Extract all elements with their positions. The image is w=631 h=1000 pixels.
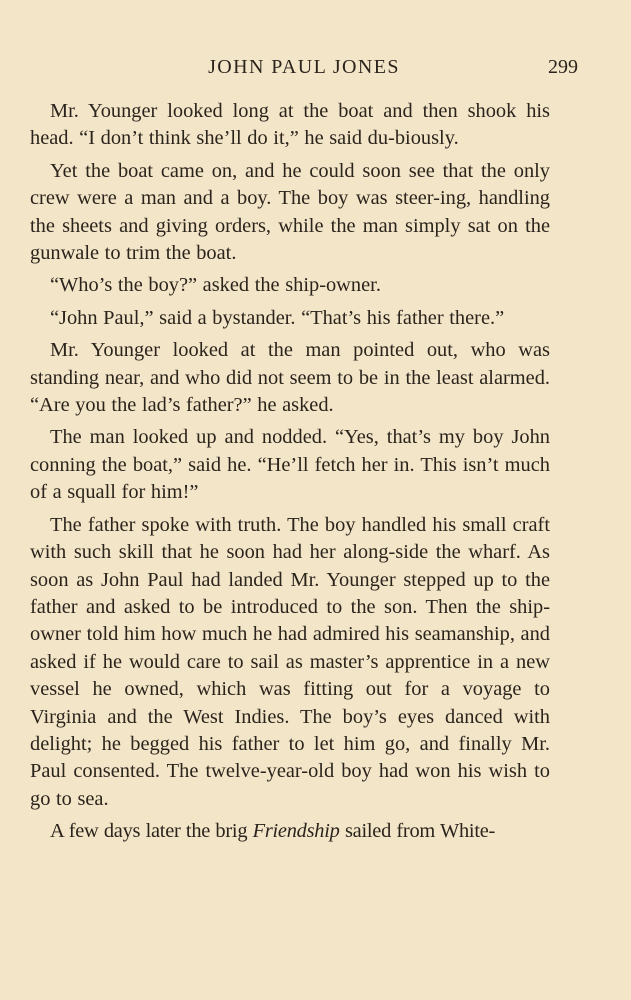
page-number: 299 [548,56,578,78]
paragraph-8-start: A few days later the brig [50,820,253,843]
paragraph-5: Mr. Younger looked at the man pointed out, who was standing near, and who did not seem to be in the least alarmed. “Are you the lad’s father?” he asked. [30,339,550,417]
body-text [30,98,550,851]
running-head [30,56,578,86]
paragraph-1: Mr. Younger looked long at the boat and then shook his head. “I don’t think she’ll do it,” he said du-biously. [30,100,550,150]
paragraph-8 [30,818,550,845]
ship-name: Friendship [252,820,340,843]
running-title: JOHN PAUL JONES [208,56,400,78]
paragraph-8-end: sailed from White- [339,820,496,843]
paragraph-6: The man looked up and nodded. “Yes, that’s my boy John conning the boat,” said he. “He’ll fetch her in. This isn’t much of a squall for him!” [30,426,550,504]
paragraph-3: “Who’s the boy?” asked the ship-owner. [50,274,381,297]
paragraph-7: The father spoke with truth. The boy handled his small craft with such skill that he soon had her along-side the wharf. As soon as John Paul had landed Mr. Younger stepped up to the father and asked to be introduced to the son. Then the ship-owner told him how much he had admired his seamanship, and asked if he would care to sail as master’s apprentice in a new vessel he owned, which was fitting out for a voyage to Virginia and the West Indies. The boy’s eyes danced with delight; he begged his father to let him go, and finally Mr. Paul consented. The twelve-year-old boy had won his wish to go to sea. [30,513,550,810]
paragraph-2: Yet the boat came on, and he could soon see that the only crew were a man and a boy. The boy was steer-ing, handling the sheets and giving orders, while the man simply sat on the gunwale to trim the boat. [30,159,550,265]
paragraph-4: “John Paul,” said a bystander. “That’s his father there.” [50,306,505,329]
